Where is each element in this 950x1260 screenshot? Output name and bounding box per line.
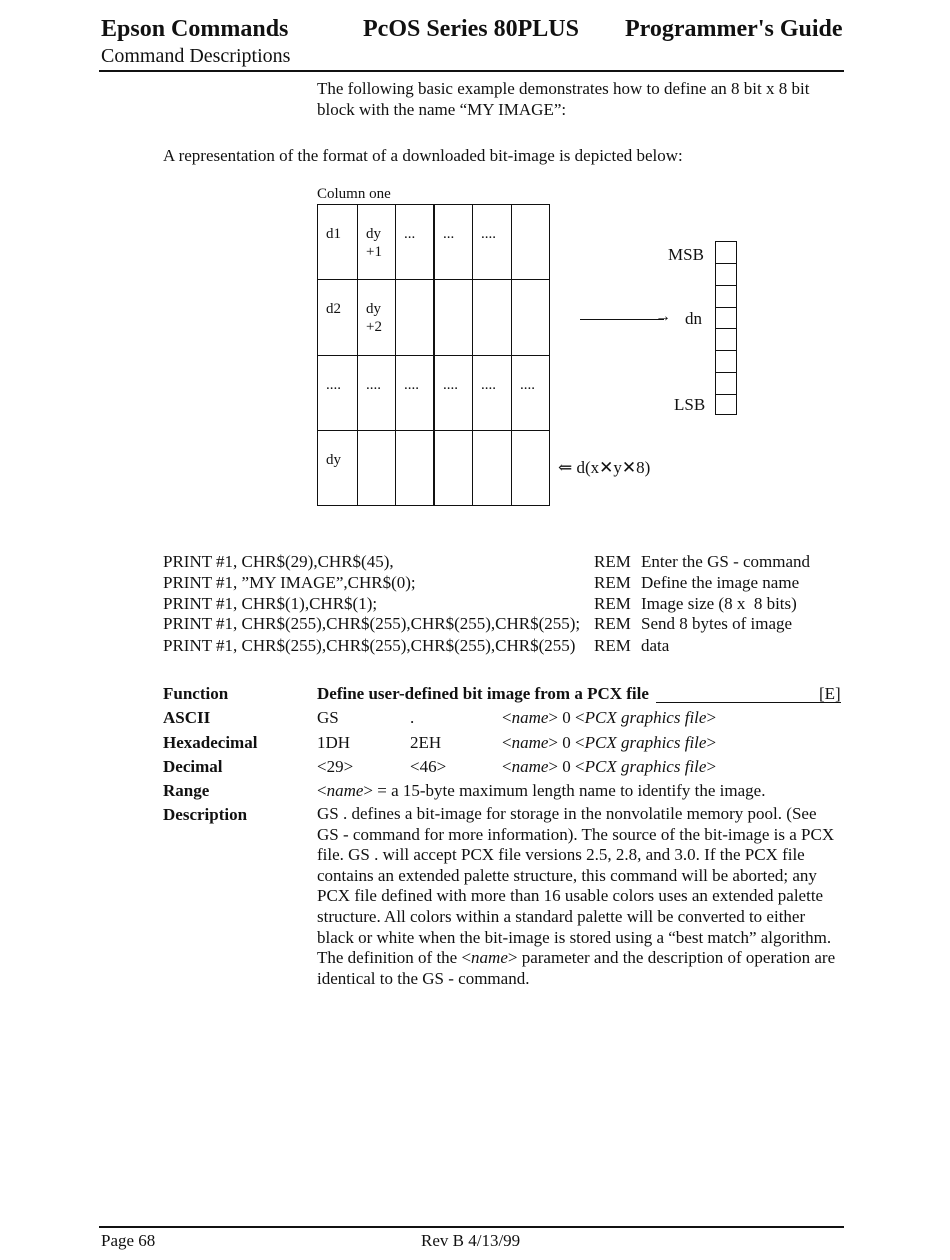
- cell-dy2-b: +2: [366, 319, 382, 335]
- code-comment-3: Image size (8 x 8 bits): [641, 594, 797, 613]
- ascii-params: <name> 0 <PCX graphics file>: [502, 708, 717, 727]
- code-line-3: PRINT #1, CHR$(1),CHR$(1);: [163, 594, 378, 613]
- param-file: PCX graphics file: [584, 733, 707, 752]
- dn-label: dn: [685, 309, 702, 328]
- function-value: Define user-defined bit image from a PCX file: [317, 684, 649, 703]
- hex-params: <name> 0 <PCX graphics file>: [502, 733, 717, 752]
- hex-label: Hexadecimal: [163, 733, 258, 752]
- cell-dy2-a: dy: [366, 301, 381, 317]
- code-rem-5: REM: [594, 636, 631, 655]
- function-underline: [656, 702, 841, 703]
- description-part-1: GS . defines a bit-image for storage in the nonvolatile memory pool. (See GS - command for more information). The source of the bit-image is a PCX file. GS . will accept PCX file versions 2.5, 2.8, and 3.0. If the PCX file contains an extended palette structure, this command will be aborted; any PCX file defined with more than 16 usable colors uses an extended palette structure. All colors within a standard palette will be converted to either black or white when the bit-image is stored using a “best match” algorithm. The definition of the <: [317, 804, 835, 968]
- cell-r3c4: ....: [443, 377, 458, 393]
- param-file: PCX graphics file: [584, 757, 707, 776]
- footer-rule: [99, 1226, 844, 1228]
- ascii-value-b: .: [410, 708, 415, 727]
- decimal-value-b: <46>: [410, 757, 447, 776]
- code-rem-1: REM: [594, 552, 631, 571]
- range-text: > = a 15-byte maximum length name to identify the image.: [363, 781, 766, 800]
- representation-text: A representation of the format of a downloaded bit-image is depicted below:: [163, 146, 683, 165]
- code-line-4: PRINT #1, CHR$(255),CHR$(255),CHR$(255),CHR$(255);: [163, 614, 581, 633]
- arrow-line: [580, 319, 664, 320]
- code-comment-1: Enter the GS - command: [641, 552, 811, 571]
- header-right-title: Programmer's Guide: [625, 16, 843, 42]
- code-rem-4: REM: [594, 614, 631, 633]
- header-center-title: PcOS Series 80PLUS: [363, 16, 579, 42]
- range-value: <name> = a 15-byte maximum length name to identify the image.: [317, 781, 766, 800]
- decimal-params: <name> 0 <PCX graphics file>: [502, 757, 717, 776]
- cell-d1: d1: [326, 226, 341, 242]
- function-label: Function: [163, 684, 229, 703]
- decimal-value-a: <29>: [317, 757, 354, 776]
- intro-line-2: block with the name “MY IMAGE”:: [317, 100, 567, 119]
- code-comment-5: data: [641, 636, 670, 655]
- cell-dy: dy: [326, 452, 341, 468]
- description-part-2: > parameter and the description of operation are identical to the GS - command.: [317, 948, 836, 988]
- param-zero: 0: [558, 733, 576, 752]
- header-rule: [99, 70, 844, 72]
- lsb-label: LSB: [674, 395, 706, 414]
- hex-value-b: 2EH: [410, 733, 442, 752]
- param-name: name: [511, 757, 549, 776]
- header-left-title: Epson Commands: [101, 16, 289, 42]
- ascii-value-a: GS: [317, 708, 339, 727]
- hex-value-a: 1DH: [317, 733, 351, 752]
- cell-r3c6: ....: [520, 377, 535, 393]
- range-label: Range: [163, 781, 210, 800]
- param-zero: 0: [558, 757, 576, 776]
- ascii-label: ASCII: [163, 708, 211, 727]
- intro-line-1: The following basic example demonstrates how to define an 8 bit x 8 bit: [317, 79, 810, 98]
- function-tag: [E]: [819, 684, 841, 703]
- cell-r1c3: ...: [404, 226, 416, 242]
- arrow-head-icon: →: [655, 308, 671, 325]
- column-one-label: Column one: [317, 186, 391, 202]
- cell-r3c5: ....: [481, 377, 496, 393]
- cell-r1c4: ...: [443, 226, 455, 242]
- param-zero: 0: [558, 708, 576, 727]
- code-comment-2: Define the image name: [641, 573, 800, 592]
- range-param-name: name: [326, 781, 364, 800]
- code-line-2: PRINT #1, ”MY IMAGE”,CHR$(0);: [163, 573, 416, 592]
- msb-label: MSB: [668, 245, 704, 264]
- description-label: Description: [163, 805, 248, 824]
- section-subtitle: Command Descriptions: [101, 45, 291, 67]
- code-rem-2: REM: [594, 573, 631, 592]
- cell-dy1-a: dy: [366, 226, 381, 242]
- cell-d2: d2: [326, 301, 341, 317]
- decimal-label: Decimal: [163, 757, 223, 776]
- cell-dy1-b: +1: [366, 244, 382, 260]
- description-text: [317, 804, 837, 989]
- cell-r1c5: ....: [481, 226, 496, 242]
- footer-revision: Rev B 4/13/99: [421, 1231, 521, 1250]
- cell-r3c2: ....: [366, 377, 381, 393]
- cell-r3c1: ....: [326, 377, 341, 393]
- code-line-5: PRINT #1, CHR$(255),CHR$(255),CHR$(255),CHR$(255): [163, 636, 576, 655]
- last-byte-label: ⇐ d(x✕y✕8): [558, 458, 651, 477]
- byte-bit-column: [715, 241, 737, 415]
- code-line-1: PRINT #1, CHR$(29),CHR$(45),: [163, 552, 394, 571]
- param-name: name: [511, 733, 549, 752]
- code-rem-3: REM: [594, 594, 631, 613]
- param-file: PCX graphics file: [584, 708, 707, 727]
- description-param-name: name: [471, 948, 508, 968]
- param-name: name: [511, 708, 549, 727]
- footer-page-number: Page 68: [101, 1231, 156, 1250]
- code-comment-4: Send 8 bytes of image: [641, 614, 793, 633]
- cell-r3c3: ....: [404, 377, 419, 393]
